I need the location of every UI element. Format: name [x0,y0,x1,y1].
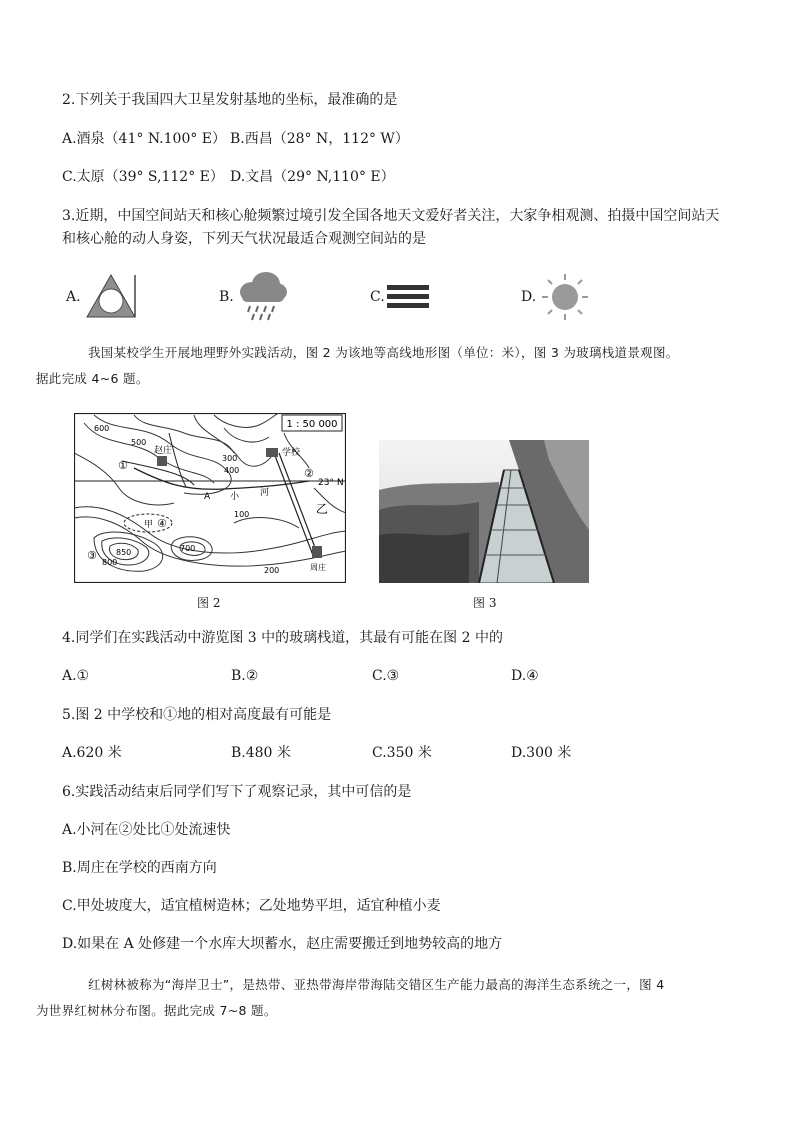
q6-stem: 6.实践活动结束后同学们写下了观察记录，其中可信的是 [62,784,412,800]
q3-option-a-label: A. [66,289,81,305]
fig2-caption: 图 2 [197,596,221,610]
q4-stem: 4.同学们在实践活动中游览图 3 中的玻璃栈道，其最有可能在图 2 中的 [62,630,503,646]
q6-option-d: D.如果在 A 处修建一个水库大坝蓄水，赵庄需要搬迁到地势较高的地方 [62,936,503,952]
q5-stem: 5.图 2 中学校和①地的相对高度最有可能是 [62,707,332,723]
point-3: ③ [87,549,97,562]
intro-q4-6 [36,340,732,392]
q3-stem-line1: 3.近期，中国空间站天和核心舱频繁过境引发全国各地天文爱好者关注，大家争相观测、拍摄中国空间站天 [62,208,720,224]
q2-option-d: D.文昌（29° N,110° E） [230,169,395,185]
rain-cloud-icon [236,270,288,322]
fog-icon [385,284,431,310]
q3-option-d-label: D. [521,289,537,305]
river-label-2: 河 [260,488,270,498]
latitude-label: 23° N [318,478,344,488]
area-jia: 甲 [144,520,154,530]
intro-q4-6-line2: 据此完成 4~6 题。 [36,371,149,386]
q3-option-c-label: C. [370,289,385,305]
q4-option-c: C.③ [372,668,400,684]
contour-200: 200 [264,566,280,575]
river-label-1: 小 [230,492,240,502]
intro-q7-8-line2: 为世界红树林分布图。据此完成 7~8 题。 [36,1003,277,1018]
intro-q7-8 [36,972,732,1024]
q2-option-c: C.太原（39° S,112° E） [62,169,224,185]
place-school: 学校 [282,448,301,458]
q5-option-c: C.350 米 [372,745,432,761]
contour-100: 100 [234,510,250,519]
area-yi: 乙 [316,502,329,516]
q5-option-d: D.300 米 [511,745,572,761]
contour-850: 850 [116,548,132,557]
sun-icon [540,272,590,322]
q6-option-a: A.小河在②处比①处流速快 [62,822,231,838]
contour-800: 800 [102,558,118,567]
contour-map [74,413,346,583]
place-zhouzhuang: 周庄 [310,563,326,572]
q2-option-a: A.酒泉（41° N.100° E） [62,131,227,147]
point-1: ① [118,459,128,472]
glass-walkway-photo [379,440,589,583]
contour-700: 700 [180,544,196,553]
q4-option-d: D.④ [511,668,539,684]
q5-option-a: A.620 米 [62,745,122,761]
intro-q7-8-line1: 红树林被称为“海岸卫士”，是热带、亚热带海岸带海陆交错区生产能力最高的海洋生态系统之一，图 4 [88,977,665,992]
place-zhaozhuang: 赵庄 [154,446,173,456]
contour-600: 600 [94,424,110,433]
point-4: ④ [157,517,167,530]
fig3-caption: 图 3 [473,596,497,610]
place-a: A [204,492,211,502]
q5-option-b: B.480 米 [231,745,291,761]
sandstorm-icon [85,271,137,319]
intro-q4-6-line1: 我国某校学生开展地理野外实践活动，图 2 为该地等高线地形图（单位：米），图 3 为玻璃栈道景观图。 [88,345,679,360]
q4-option-b: B.② [231,668,259,684]
q6-option-c: C.甲处坡度大，适宜植树造林；乙处地势平坦，适宜种植小麦 [62,898,441,914]
contour-500: 500 [131,438,147,447]
q3-option-b-label: B. [219,289,234,305]
q3-stem-line2: 和核心舱的动人身姿，下列天气状况最适合观测空间站的是 [62,231,426,247]
q6-option-b: B.周庄在学校的西南方向 [62,860,217,876]
contour-400: 400 [224,466,240,475]
q2-stem: 2.下列关于我国四大卫星发射基地的坐标，最准确的是 [62,92,398,108]
point-2: ② [304,467,314,480]
q4-option-a: A.① [62,668,90,684]
q2-option-b: B.西昌（28° N，112° W） [230,131,409,147]
contour-300: 300 [222,454,238,463]
map-scale: 1 : 50 000 [286,419,338,430]
